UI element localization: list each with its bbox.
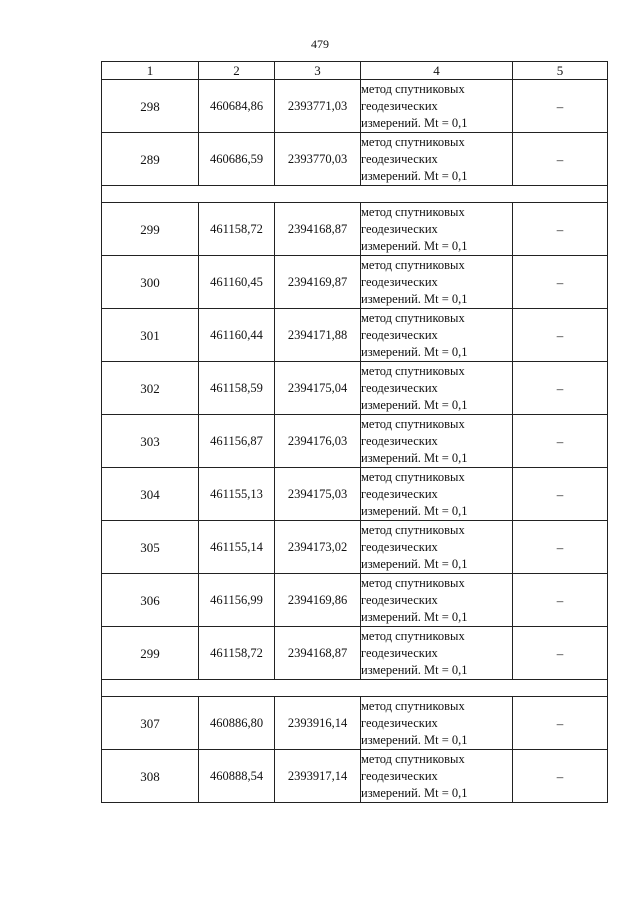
y-coordinate-cell: 2394175,04 xyxy=(275,362,361,415)
method-text-line: метод спутниковых xyxy=(361,204,465,219)
header-cell-3: 3 xyxy=(275,62,361,80)
x-coordinate-cell: 461160,44 xyxy=(199,309,275,362)
x-coordinate-cell: 461160,45 xyxy=(199,256,275,309)
y-coordinate-cell: 2394168,87 xyxy=(275,627,361,680)
header-row xyxy=(102,62,608,80)
method-text-line: метод спутниковых xyxy=(361,257,465,272)
method-text-line: метод спутниковых xyxy=(361,522,465,537)
point-number-cell: 299 xyxy=(102,627,199,680)
table-row xyxy=(102,203,608,256)
coordinates-table-body xyxy=(102,62,608,803)
x-coordinate-cell: 461156,99 xyxy=(199,574,275,627)
method-cell xyxy=(361,256,513,309)
y-coordinate-cell: 2394169,87 xyxy=(275,256,361,309)
method-text-line: геодезических xyxy=(361,539,438,554)
method-text-line: измерений. Mt = 0,1 xyxy=(361,291,468,306)
accuracy-dash-cell: – xyxy=(513,362,608,415)
section-separator-row xyxy=(102,680,608,697)
accuracy-dash-cell: – xyxy=(513,133,608,186)
point-number-cell: 300 xyxy=(102,256,199,309)
point-number-cell: 304 xyxy=(102,468,199,521)
section-separator-cell xyxy=(102,186,608,203)
y-coordinate-cell: 2393771,03 xyxy=(275,80,361,133)
coordinates-table xyxy=(101,61,608,803)
x-coordinate-cell: 461158,72 xyxy=(199,627,275,680)
method-text-line: измерений. Mt = 0,1 xyxy=(361,450,468,465)
method-text-line: метод спутниковых xyxy=(361,310,465,325)
x-coordinate-cell: 461156,87 xyxy=(199,415,275,468)
table-row xyxy=(102,468,608,521)
method-text-line: геодезических xyxy=(361,274,438,289)
accuracy-dash-cell: – xyxy=(513,750,608,803)
y-coordinate-cell: 2394168,87 xyxy=(275,203,361,256)
header-cell-1: 1 xyxy=(102,62,199,80)
method-text-line: измерений. Mt = 0,1 xyxy=(361,344,468,359)
method-cell xyxy=(361,521,513,574)
point-number-cell: 302 xyxy=(102,362,199,415)
accuracy-dash-cell: – xyxy=(513,697,608,750)
method-cell xyxy=(361,697,513,750)
method-cell xyxy=(361,574,513,627)
method-cell xyxy=(361,203,513,256)
accuracy-dash-cell: – xyxy=(513,256,608,309)
method-text-line: измерений. Mt = 0,1 xyxy=(361,238,468,253)
table-row xyxy=(102,133,608,186)
point-number-cell: 308 xyxy=(102,750,199,803)
method-text-line: геодезических xyxy=(361,221,438,236)
method-text-line: геодезических xyxy=(361,768,438,783)
method-text-line: метод спутниковых xyxy=(361,134,465,149)
method-text-line: геодезических xyxy=(361,486,438,501)
method-cell xyxy=(361,468,513,521)
y-coordinate-cell: 2394169,86 xyxy=(275,574,361,627)
accuracy-dash-cell: – xyxy=(513,574,608,627)
header-cell-4: 4 xyxy=(361,62,513,80)
page-number: 479 xyxy=(311,37,329,51)
method-text-line: геодезических xyxy=(361,592,438,607)
header-cell-5: 5 xyxy=(513,62,608,80)
table-row xyxy=(102,309,608,362)
y-coordinate-cell: 2394171,88 xyxy=(275,309,361,362)
method-text-line: измерений. Mt = 0,1 xyxy=(361,732,468,747)
y-coordinate-cell: 2393770,03 xyxy=(275,133,361,186)
x-coordinate-cell: 460686,59 xyxy=(199,133,275,186)
point-number-cell: 299 xyxy=(102,203,199,256)
method-text-line: геодезических xyxy=(361,433,438,448)
accuracy-dash-cell: – xyxy=(513,521,608,574)
method-text-line: метод спутниковых xyxy=(361,628,465,643)
accuracy-dash-cell: – xyxy=(513,309,608,362)
accuracy-dash-cell: – xyxy=(513,203,608,256)
table-row xyxy=(102,750,608,803)
x-coordinate-cell: 461158,72 xyxy=(199,203,275,256)
method-text-line: метод спутниковых xyxy=(361,751,465,766)
method-text-line: измерений. Mt = 0,1 xyxy=(361,168,468,183)
method-text-line: геодезических xyxy=(361,715,438,730)
table-row xyxy=(102,627,608,680)
method-text-line: измерений. Mt = 0,1 xyxy=(361,609,468,624)
method-text-line: метод спутниковых xyxy=(361,469,465,484)
method-cell xyxy=(361,309,513,362)
method-cell xyxy=(361,415,513,468)
y-coordinate-cell: 2394175,03 xyxy=(275,468,361,521)
method-cell xyxy=(361,627,513,680)
method-text-line: геодезических xyxy=(361,645,438,660)
x-coordinate-cell: 460684,86 xyxy=(199,80,275,133)
x-coordinate-cell: 461158,59 xyxy=(199,362,275,415)
accuracy-dash-cell: – xyxy=(513,80,608,133)
method-text-line: измерений. Mt = 0,1 xyxy=(361,503,468,518)
x-coordinate-cell: 460886,80 xyxy=(199,697,275,750)
accuracy-dash-cell: – xyxy=(513,415,608,468)
header-cell-2: 2 xyxy=(199,62,275,80)
table-row xyxy=(102,80,608,133)
point-number-cell: 303 xyxy=(102,415,199,468)
x-coordinate-cell: 461155,14 xyxy=(199,521,275,574)
point-number-cell: 306 xyxy=(102,574,199,627)
y-coordinate-cell: 2393917,14 xyxy=(275,750,361,803)
method-text-line: геодезических xyxy=(361,98,438,113)
y-coordinate-cell: 2393916,14 xyxy=(275,697,361,750)
table-row xyxy=(102,362,608,415)
section-separator-row xyxy=(102,186,608,203)
point-number-cell: 301 xyxy=(102,309,199,362)
method-text-line: метод спутниковых xyxy=(361,363,465,378)
accuracy-dash-cell: – xyxy=(513,468,608,521)
method-cell xyxy=(361,133,513,186)
method-text-line: геодезических xyxy=(361,327,438,342)
method-text-line: метод спутниковых xyxy=(361,81,465,96)
method-cell xyxy=(361,362,513,415)
table-row xyxy=(102,697,608,750)
table-row xyxy=(102,256,608,309)
table-row xyxy=(102,415,608,468)
table-row xyxy=(102,521,608,574)
y-coordinate-cell: 2394176,03 xyxy=(275,415,361,468)
method-text-line: метод спутниковых xyxy=(361,416,465,431)
method-cell xyxy=(361,750,513,803)
y-coordinate-cell: 2394173,02 xyxy=(275,521,361,574)
x-coordinate-cell: 461155,13 xyxy=(199,468,275,521)
point-number-cell: 298 xyxy=(102,80,199,133)
method-text-line: измерений. Mt = 0,1 xyxy=(361,115,468,130)
method-cell xyxy=(361,80,513,133)
method-text-line: измерений. Mt = 0,1 xyxy=(361,785,468,800)
accuracy-dash-cell: – xyxy=(513,627,608,680)
method-text-line: метод спутниковых xyxy=(361,698,465,713)
section-separator-cell xyxy=(102,680,608,697)
point-number-cell: 289 xyxy=(102,133,199,186)
point-number-cell: 307 xyxy=(102,697,199,750)
method-text-line: геодезических xyxy=(361,380,438,395)
method-text-line: измерений. Mt = 0,1 xyxy=(361,556,468,571)
table-row xyxy=(102,574,608,627)
point-number-cell: 305 xyxy=(102,521,199,574)
method-text-line: измерений. Mt = 0,1 xyxy=(361,662,468,677)
method-text-line: измерений. Mt = 0,1 xyxy=(361,397,468,412)
method-text-line: метод спутниковых xyxy=(361,575,465,590)
x-coordinate-cell: 460888,54 xyxy=(199,750,275,803)
method-text-line: геодезических xyxy=(361,151,438,166)
